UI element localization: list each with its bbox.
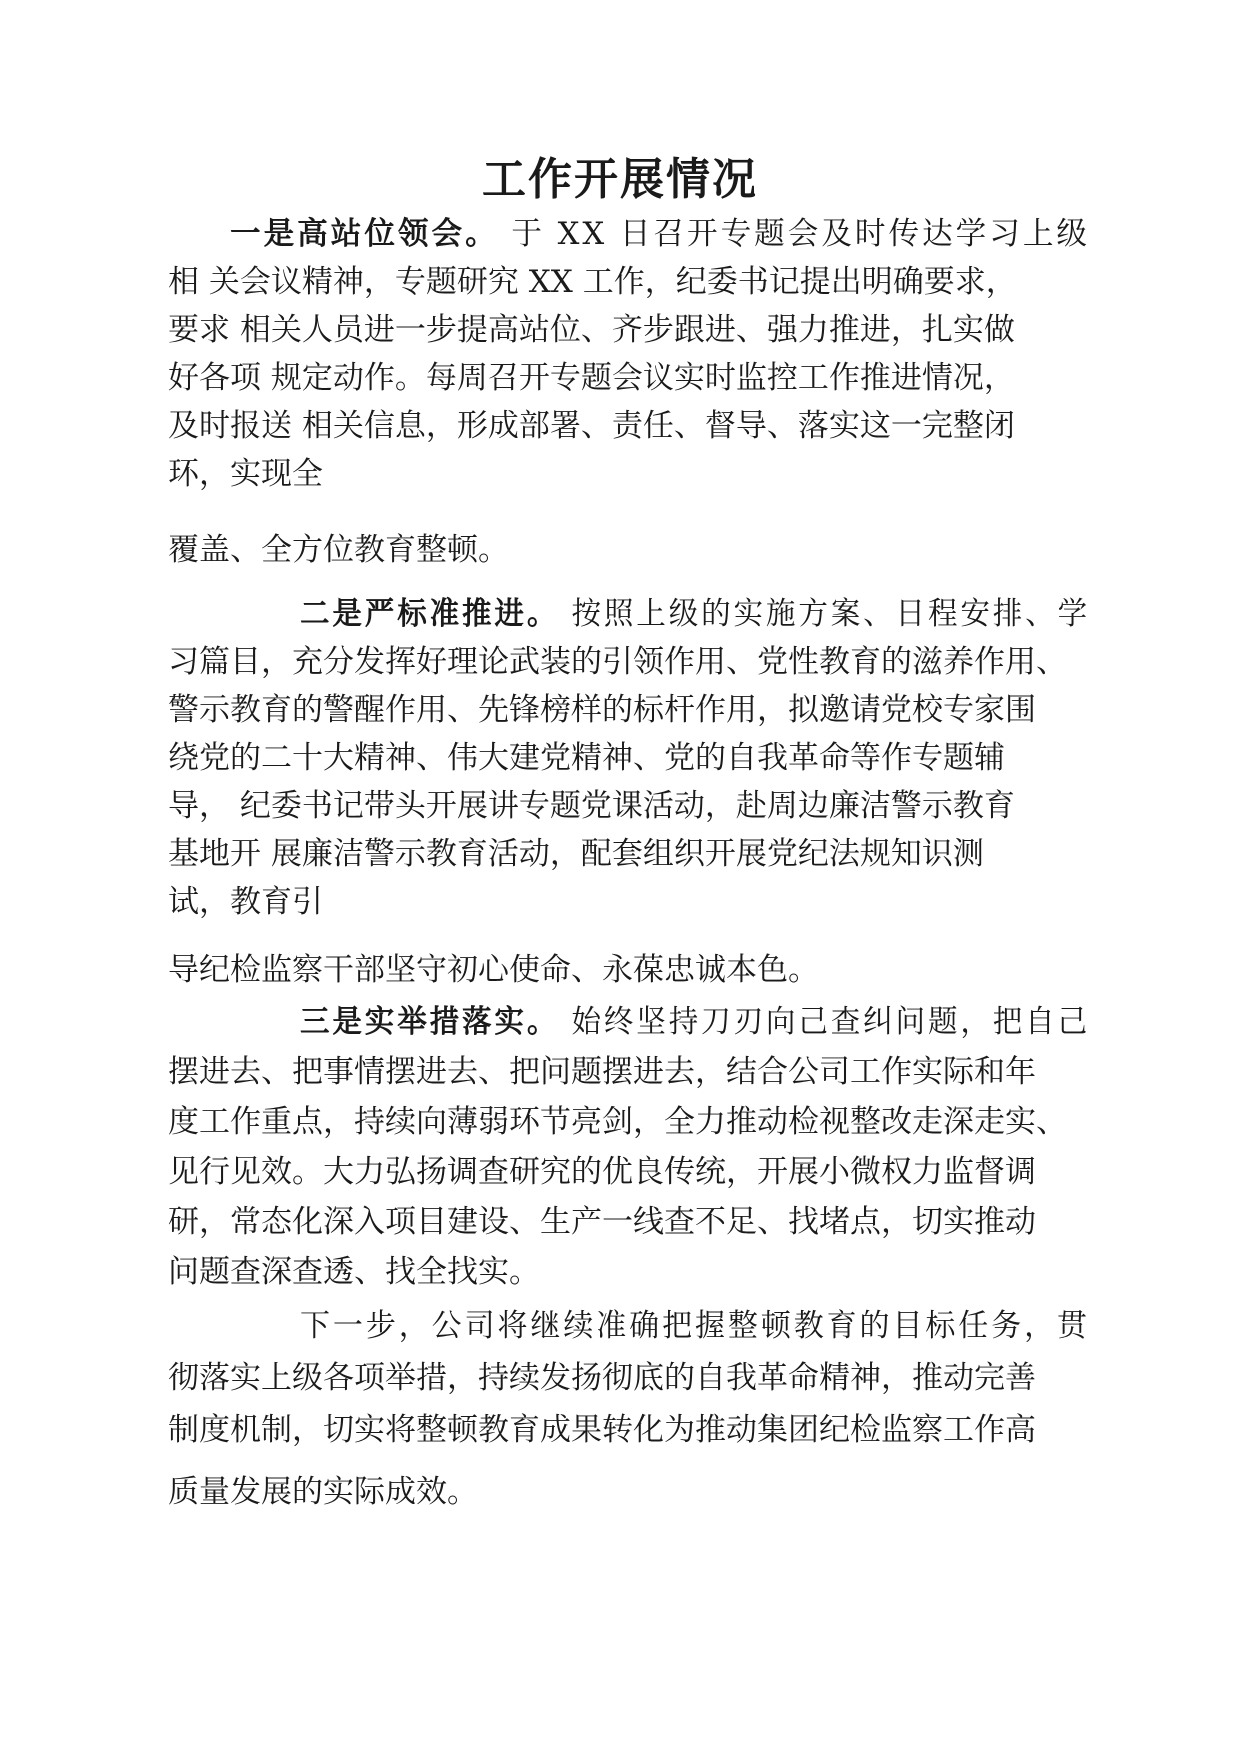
section2-lead: 二是严标准推进。 — [300, 596, 560, 632]
section2-line-1: 习篇目，充分发挥好理论武装的引领作用、党性教育的滋养作用、 — [168, 644, 1067, 680]
section1-line-4: 及时报送 相关信息，形成部署、责任、督导、落实这一完整闭 — [168, 408, 1015, 444]
section3-line-0: 始终坚持刀刃向己查纠问题，把自己 — [559, 1004, 1090, 1040]
section4-line-0: 下一步，公司将继续准确把握整顿教育的目标任务，贯 — [300, 1308, 1090, 1344]
section2-line-3: 绕党的二十大精神、伟大建党精神、党的自我革命等作专题辅 — [168, 740, 1005, 776]
section2-line-0: 按照上级的实施方案、日程安排、学 — [559, 596, 1090, 632]
section3-line-4: 研，常态化深入项目建设、生产一线查不足、找堵点，切实推动 — [168, 1204, 1036, 1240]
section2-line-6: 试，教育引 — [168, 884, 323, 920]
section1-line-1: 相 关会议精神，专题研究 XX 工作，纪委书记提出明确要求， — [168, 264, 1017, 300]
section1-line-5: 环，实现全 — [168, 456, 323, 492]
section2-line-4: 导， 纪委书记带头开展讲专题党课活动，赴周边廉洁警示教育 — [168, 788, 1015, 824]
section2-first-line — [300, 592, 1090, 636]
document-title: 工作开展情况 — [482, 154, 758, 205]
section3-line-3: 见行见效。大力弘扬调查研究的优良传统，开展小微权力监督调 — [168, 1154, 1036, 1190]
section3-line-1: 摆进去、把事情摆进去、把问题摆进去，结合公司工作实际和年 — [168, 1054, 1036, 1090]
section4-line-3: 质量发展的实际成效。 — [168, 1474, 478, 1510]
section2-line-2: 警示教育的警醒作用、先锋榜样的标杆作用，拟邀请党校专家围 — [168, 692, 1036, 728]
section1-first-line — [230, 212, 1090, 256]
section1-line-2: 要求 相关人员进一步提高站位、齐步跟进、强力推进，扎实做 — [168, 312, 1015, 348]
section4-line-2: 制度机制，切实将整顿教育成果转化为推动集团纪检监察工作高 — [168, 1412, 1036, 1448]
section1-line-0: 于 XX 日召开专题会及时传达学习上级 — [498, 216, 1090, 252]
section1-lead: 一是高站位领会。 — [230, 216, 499, 252]
section2-line-7: 导纪检监察干部坚守初心使命、永葆忠诚本色。 — [168, 952, 819, 988]
section3-lead: 三是实举措落实。 — [300, 1004, 560, 1040]
section3-first-line — [300, 1000, 1090, 1044]
section3-line-2: 度工作重点，持续向薄弱环节亮剑，全力推动检视整改走深走实、 — [168, 1104, 1067, 1140]
section4-line-1: 彻落实上级各项举措，持续发扬彻底的自我革命精神，推动完善 — [168, 1360, 1036, 1396]
section1-line-6: 覆盖、全方位教育整顿。 — [168, 532, 509, 568]
section3-line-5: 问题查深查透、找全找实。 — [168, 1254, 540, 1290]
section2-line-5: 基地开 展廉洁警示教育活动，配套组织开展党纪法规知识测 — [168, 836, 984, 872]
section1-line-3: 好各项 规定动作。每周召开专题会议实时监控工作推进情况， — [168, 360, 1015, 396]
